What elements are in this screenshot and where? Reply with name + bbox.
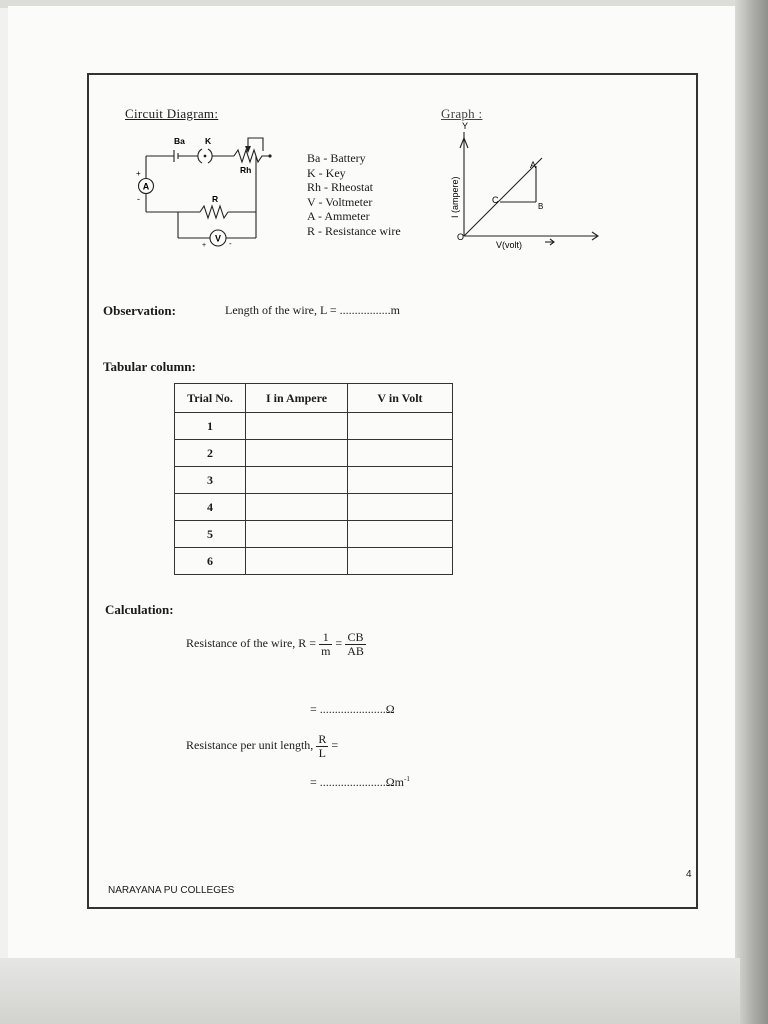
resistance-formula-prefix: Resistance of the wire, R = — [186, 636, 317, 650]
voltmeter-minus-label: - — [229, 239, 232, 248]
table-row — [175, 494, 453, 521]
resistance-per-length-formula — [186, 730, 338, 760]
current-cell — [246, 467, 348, 494]
tabular-column-label: Tabular column: — [103, 359, 196, 374]
current-cell — [246, 494, 348, 521]
resistor-symbol — [200, 206, 228, 218]
column-header-current: I in Ampere — [246, 384, 348, 413]
fraction-cb-over-ab — [345, 631, 366, 658]
graph-heading: Graph : — [441, 106, 483, 121]
point-a-label: A — [530, 160, 537, 170]
trial-number-cell: 2 — [175, 440, 246, 467]
scan-bottom-edge — [0, 958, 740, 1024]
table-row — [175, 467, 453, 494]
rheostat-symbol — [234, 150, 270, 162]
current-cell — [246, 413, 348, 440]
table-row — [175, 548, 453, 575]
legend-item: A - Ammeter — [307, 209, 370, 224]
calculation-label: Calculation: — [105, 602, 174, 617]
fraction-denominator: AB — [347, 643, 364, 658]
current-cell — [246, 548, 348, 575]
resistance-formula — [186, 628, 366, 658]
voltage-cell — [348, 521, 453, 548]
resistance-result: = ......................Ω — [310, 702, 395, 716]
table-row — [175, 521, 453, 548]
fraction-denominator: L — [318, 745, 326, 760]
voltmeter-plus-label: + — [202, 242, 207, 249]
observation-label: Observation: — [103, 303, 176, 318]
ammeter-label: A — [142, 181, 150, 192]
fraction-denominator: m — [321, 643, 331, 658]
circuit-diagram — [130, 128, 290, 252]
current-cell — [246, 521, 348, 548]
equals-sign: = — [331, 738, 339, 752]
voltage-cell — [348, 494, 453, 521]
table-row — [175, 440, 453, 467]
voltage-cell — [348, 440, 453, 467]
equals-sign: = — [335, 636, 343, 650]
x-axis-label: V(volt) — [496, 240, 523, 250]
y-axis-top-label: Y — [462, 121, 469, 131]
observation-text: Length of the wire, L = .................m — [225, 303, 400, 317]
key-label: K — [205, 136, 212, 146]
y-axis-label: I (ampere) — [450, 176, 460, 218]
voltage-cell — [348, 413, 453, 440]
column-header-voltage: V in Volt — [348, 384, 453, 413]
key-symbol — [198, 149, 202, 163]
fraction-l-over-m — [319, 631, 332, 658]
scan-right-edge — [735, 0, 768, 1024]
trial-number-cell: 6 — [175, 548, 246, 575]
legend-item: V - Voltmeter — [307, 194, 373, 209]
iv-graph — [452, 118, 606, 254]
rheostat-label: Rh — [240, 165, 252, 175]
legend-item: R - Resistance wire — [307, 223, 401, 238]
table-row — [175, 413, 453, 440]
point-c-label: C — [492, 195, 499, 205]
resistor-label: R — [212, 194, 219, 204]
fraction-numerator: 1 — [319, 631, 332, 645]
voltmeter-label: V — [214, 233, 222, 244]
origin-label: O — [457, 232, 465, 242]
legend-item: Ba - Battery — [307, 151, 366, 165]
point-b-label: B — [538, 202, 544, 211]
table-header-row — [175, 384, 453, 413]
trial-number-cell: 4 — [175, 494, 246, 521]
resistance-per-length-value: = ......................Ωm — [310, 775, 405, 789]
fraction-numerator: R — [318, 731, 327, 746]
observation-table — [174, 383, 453, 575]
page-number: 4 — [686, 869, 692, 880]
current-cell — [246, 440, 348, 467]
unit-exponent: -1 — [404, 775, 410, 783]
resistance-per-length-result — [310, 775, 410, 790]
fraction-numerator: CB — [345, 631, 366, 645]
column-header-trial: Trial No. — [175, 384, 246, 413]
trial-number-cell: 1 — [175, 413, 246, 440]
footer-college-name: NARAYANA PU COLLEGES — [108, 885, 235, 896]
trial-number-cell: 3 — [175, 467, 246, 494]
resistance-per-length-prefix: Resistance per unit length, — [186, 738, 314, 752]
circuit-legend — [307, 151, 401, 239]
trial-number-cell: 5 — [175, 521, 246, 548]
legend-item: Rh - Rheostat — [307, 180, 373, 195]
voltage-cell — [348, 467, 453, 494]
fraction-r-over-l — [316, 733, 328, 760]
ammeter-minus-label: - — [137, 194, 140, 204]
circuit-diagram-heading: Circuit Diagram: — [125, 106, 219, 121]
battery-label: Ba — [174, 136, 185, 146]
ammeter-plus-label: + — [136, 169, 141, 178]
voltage-cell — [348, 548, 453, 575]
legend-item: K - Key — [307, 165, 346, 180]
